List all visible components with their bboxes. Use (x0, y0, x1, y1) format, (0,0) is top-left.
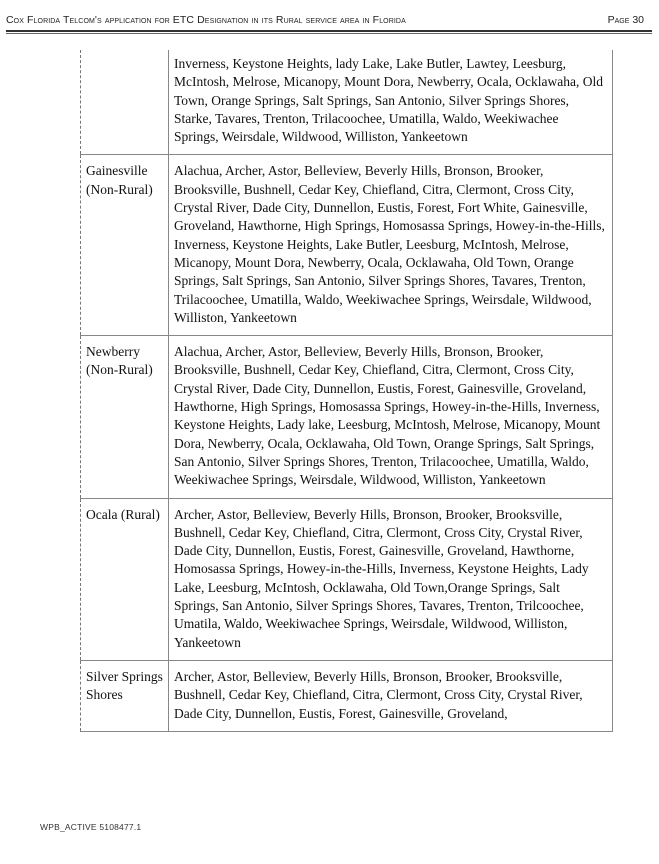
table-row (81, 155, 613, 336)
area-name-cell: Newberry (Non-Rural) (81, 336, 169, 498)
area-name-cell: Silver Springs Shores (81, 660, 169, 731)
page-number: Page 30 (607, 14, 644, 26)
area-name-cell: Gainesville (Non-Rural) (81, 155, 169, 336)
table-row (81, 336, 613, 498)
area-name-cell: Ocala (Rural) (81, 498, 169, 660)
area-name-cell (81, 50, 169, 155)
header-rule-thin (6, 33, 652, 34)
town-list-cell: Archer, Astor, Belleview, Beverly Hills, Bronson, Brooker, Brooksville, Bushnell, Cedar Key, Chiefland, Citra, Clermont, Cross City, Crystal River, Dade City, Dunnellon, Eustis, Forest, Gainesville, Groveland, Hawthorne, Homosassa Springs, Howey-in-the-Hills, Inverness, Keystone Heights, Lady Lake, Leesburg, McIntosh, Ocklawaha, Old Town,Orange Springs, Salt Springs, San Antonio, Silver Springs Shores, Tavares, Trenton, Trilcoochee, Umatila, Waldo, Weekiwachee Springs, Weirsdale, Wildwood, Williston, Yankeetown (169, 498, 613, 660)
service-area-table (80, 50, 613, 732)
table-row (81, 660, 613, 731)
town-list-cell: Inverness, Keystone Heights, lady Lake, Lake Butler, Lawtey, Leesburg, McIntosh, Melrose, Micanopy, Mount Dora, Newberry, Ocala, Ocklawaha, Old Town, Orange Springs, Salt Springs, San Antonio, Silver Springs Shores, Starke, Tavares, Trenton, Trilacoochee, Umatilla, Waldo, Weekiwachee Springs, Weirsdale, Wildwood, Williston, Yankeetown (169, 50, 613, 155)
document-title: Cox Florida Telcom's application for ETC Designation in its Rural service area in Florida (6, 14, 406, 26)
town-list-cell: Alachua, Archer, Astor, Belleview, Beverly Hills, Bronson, Brooker, Brooksville, Bushnell, Cedar Key, Chiefland, Citra, Clermont, Cross City, Crystal River, Dade City, Dunnellon, Eustis, Forest, Fort White, Gainesville, Groveland, Hawthorne, High Springs, Homosassa Springs, Howey-in-the-Hills, Inverness, Keystone Heights, Lake Butler, Leesburg, McIntosh, Melrose, Micanopy, Mount Dora, Newberry, Ocala, Ocklawaha, Old Town, Orange Springs, Salt Springs, San Antonio, Silver Springs Shores, Tavares, Trenton, Trilacoochee, Umatilla, Waldo, Weekiwachee Springs, Weirsdale, Wildwood, Williston, Yankeetown (169, 155, 613, 336)
header-rule (6, 30, 652, 32)
table-row (81, 498, 613, 660)
page-header (6, 12, 652, 32)
town-list-cell: Alachua, Archer, Astor, Belleview, Beverly Hills, Bronson, Brooker, Brooksville, Bushnell, Cedar Key, Chiefland, Citra, Clermont, Cross City, Crystal River, Dade City, Dunnellon, Eustis, Forest, Gainesville, Groveland, Hawthorne, High Springs, Homosassa Springs, Howey-in-the-Hills, Inverness, Keystone Heights, Lady lake, Leesburg, McIntosh, Melrose, Micanopy, Mount Dora, Newberry, Ocala, Ocklawaha, Old Town, Orange Springs, Salt Springs, San Antonio, Silver Springs Shores, Trenton, Trilacoochee, Umatilla, Waldo, Weekiwachee Springs, Weirsdale, Wildwood, Williston, Yankeetown (169, 336, 613, 498)
document-footer: WPB_ACTIVE 5108477.1 (40, 822, 142, 832)
town-list-cell: Archer, Astor, Belleview, Beverly Hills, Bronson, Brooker, Brooksville, Bushnell, Cedar Key, Chiefland, Citra, Clermont, Cross City, Crystal River, Dade City, Dunnellon, Eustis, Forest, Gainesville, Groveland, (169, 660, 613, 731)
table-row (81, 50, 613, 155)
